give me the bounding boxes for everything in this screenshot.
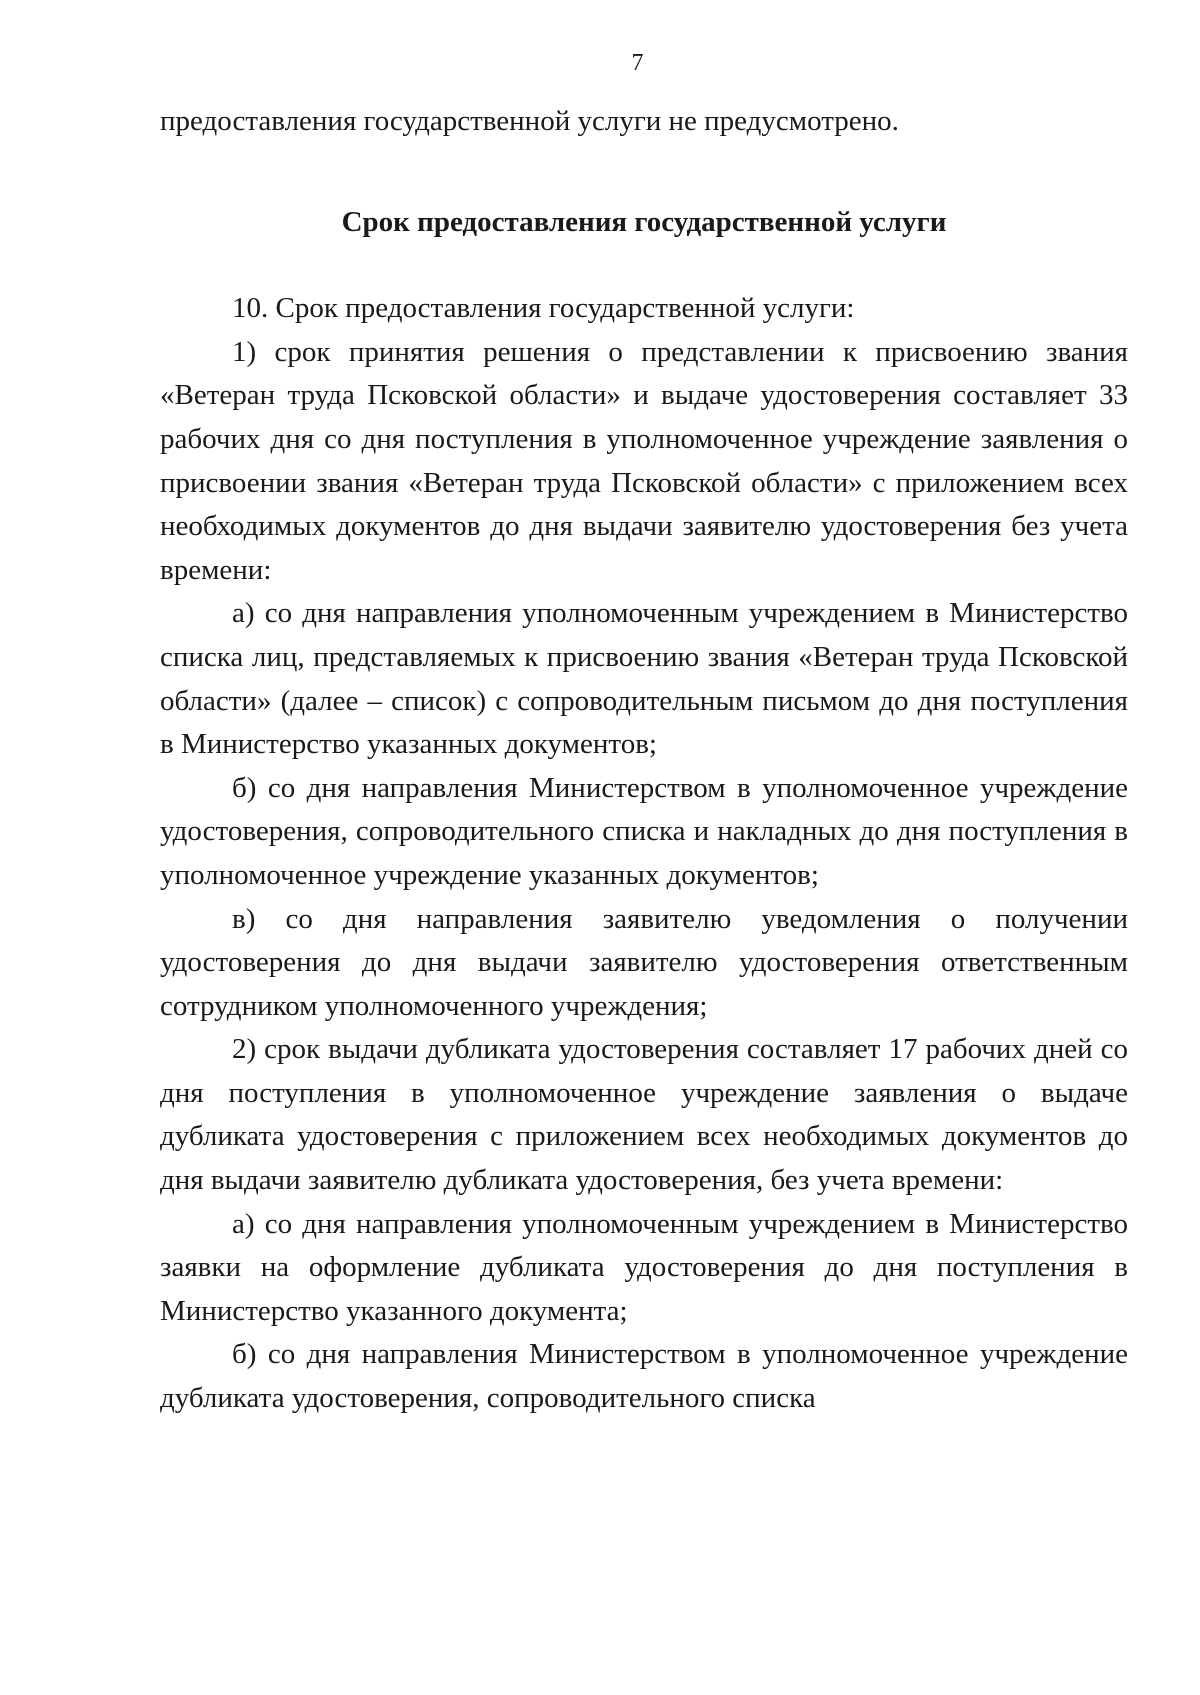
paragraph-item-1a: а) со дня направления уполномоченным учреждением в Министерство списка лиц, представляемых к присвоению звания «Ветеран труда Псковской области» (далее – список) с сопроводительным письмом до дня поступления в Министерство указанных документов; <box>160 597 1128 761</box>
paragraph-item-2: 2) срок выдачи дубликата удостоверения составляет 17 рабочих дней со дня поступления в уполномоченное учреждение заявления о выдаче дубликата удостоверения с приложением всех необходимых документов до дня выдачи заявителю дубликата удостоверения, без учета времени: <box>160 1033 1128 1197</box>
section-heading: Срок предоставления государственной услуги <box>341 205 947 238</box>
paragraph-item-2a: а) со дня направления уполномоченным учреждением в Министерство заявки на оформление дубликата удостоверения до дня поступления в Министерство указанного документа; <box>160 1207 1128 1327</box>
continuation-line: предоставления государственной услуги не предусмотрено. <box>160 105 899 137</box>
paragraph-10: 10. Срок предоставления государственной услуги: <box>232 292 855 325</box>
paragraph-item-1b: б) со дня направления Министерством в уполномоченное учреждение удостоверения, сопроводительного списка и накладных до дня поступления в уполномоченное учреждение указанных документов; <box>160 771 1128 891</box>
page-number: 7 <box>631 50 644 76</box>
paragraph-item-2b: б) со дня направления Министерством в уполномоченное учреждение дубликата удостоверения, сопроводительного списка <box>160 1338 1128 1415</box>
paragraph-item-1: 1) срок принятия решения о представлении к присвоению звания «Ветеран труда Псковской области» и выдаче удостоверения составляет 33 рабочих дня со дня поступления в уполномоченное учреждение заявления о присвоении звания «Ветеран труда Псковской области» с приложением всех необходимых документов до дня выдачи заявителю удостоверения без учета времени: <box>160 335 1128 586</box>
paragraph-item-1v: в) со дня направления заявителю уведомления о получении удостоверения до дня выдачи заявителю удостоверения ответственным сотрудником уполномоченного учреждения; <box>160 902 1128 1022</box>
document-body <box>160 100 1128 1421</box>
